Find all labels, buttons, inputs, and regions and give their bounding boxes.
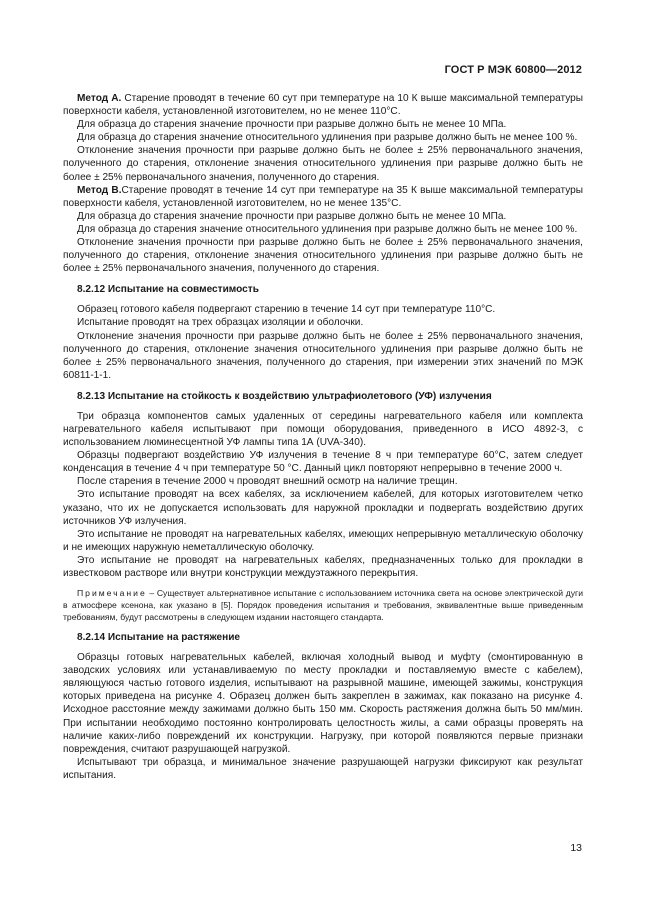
method-b-lead: Метод В. [77,184,122,196]
page-header: ГОСТ Р МЭК 60800—2012 [444,64,582,76]
method-a-text: Старение проводят в течение 60 сут при температуре на 10 К выше максимальной температуры поверхности кабеля, установленной изготовителем, но не менее 110°С. [63,93,583,118]
method-b-text: Старение проводят в течение 14 сут при температуре на 35 К выше максимальной температуры поверхности кабеля, установленной изготовителем, но не менее 135°С. [63,184,583,209]
paragraph: Три образца компонентов самых удаленных от середины нагревательного кабеля или комплекта нагревательного кабеля испытывают при помощи оборудования, приведенного в ИСО 4892-3, с использованием люминесцентной УФ лампы типа 1А (UVA-340). [63,410,583,449]
note-label: Примечание [77,588,147,599]
paragraph: Отклонение значения прочности при разрыве должно быть не более ± 25% первоначального значения, полученного до старения, отклонение значения относительного удлинения при разрыве должно быть не более ± 25% первоначального значения, полученного до старения. [63,237,583,275]
note [63,587,583,623]
page-number: 13 [570,842,582,854]
paragraph: После старения в течение 2000 ч проводят внешний осмотр на наличие трещин. [77,476,458,488]
paragraph: Для образца до старения значение прочности при разрыве должно быть не менее 10 МПа. [77,119,507,131]
method-a-paragraph [63,92,583,118]
paragraph: Это испытание не проводят на нагревательных кабелях, имеющих непрерывную металлическую оболочку и не имеющих наружную неметаллическую оболочку. [63,528,583,553]
page-content [63,92,583,782]
section-heading-8-2-12: 8.2.12 Испытание на совместимость [77,284,259,296]
method-a-lead: Метод А. [77,93,122,104]
paragraph: Для образца до старения значение относительного удлинения при разрыве должно быть не менее 100 %. [77,132,578,144]
section-heading-8-2-14: 8.2.14 Испытание на растяжение [77,632,241,644]
paragraph: Испытывают три образца, и минимальное значение разрушающей нагрузки фиксируют как результат испытания. [63,756,583,781]
paragraph: Отклонение значения прочности при разрыве должно быть не более ± 25% первоначального значения, полученного до старения, отклонение значения относительного удлинения при разрыве должно быть не более ± 25% первоначального значения, полученного до старения, при измерении этих значений по МЭК 60811-1-1. [63,330,583,381]
paragraph: Отклонение значения прочности при разрыве должно быть не более ± 25% первоначального значения, полученного до старения, отклонение значения относительного удлинения при разрыве должно быть не более ± 25% первоначального значения, полученного до старения. [63,145,583,183]
paragraph: Для образца до старения значение прочности при разрыве должно быть не менее 10 МПа. [77,210,507,222]
section-heading-8-2-13: 8.2.13 Испытание на стойкость к воздействию ультрафиолетового (УФ) излучения [77,390,492,402]
paragraph: Образцы готовых нагревательных кабелей, включая холодный вывод и муфту (смонтированную в заводских условиях или устанавливаемую по месту прокладки и поставляемую вместе с кабелем), являющуюся частью готового изделия, испытывают на разрывной машине, имеющей зажимы, конструкция которых приведена на рисунке 4. Образец должен быть закреплен в зажимах, как показано на рисунке 4. Исходное расстояние между зажимами должно быть 150 мм. Скорость растяжения должна быть 50 мм/мин. При испытании необходимо постоянно контролировать целостность жилы, а сами образцы проверять на наличие каких-либо повреждений их конструкции. Нагрузку, при которой появляются первые признаки повреждения, считают разрушающей нагрузкой. [63,652,583,755]
method-b-paragraph [63,184,583,210]
paragraph: Испытание проводят на трех образцах изоляции и оболочки. [77,317,364,329]
paragraph: Образцы подвергают воздействию УФ излучения в течение 8 ч при температуре 60°С, затем следует конденсация в течение 4 ч при температуре 50 °С. Данный цикл повторяют непрерывно в течение 2000 ч. [63,450,583,475]
note-text: – Существует альтернативное испытание с использованием источника света на основе электрической дуги в атмосфере ксенона, как указано в [5]. Порядок проведения испытания и требования, эквивалентные выше приведенным требованиям, будут рассмотрены в следующем издании настоящего стандарта. [63,588,583,623]
paragraph: Это испытание проводят на всех кабелях, за исключением кабелей, для которых изготовителем четко указано, что их не допускается использовать для наружной прокладки и подвергать воздействию других источников УФ излучения. [63,489,583,527]
paragraph: Для образца до старения значение относительного удлинения при разрыве должно быть не менее 100 %. [77,223,578,235]
paragraph: Образец готового кабеля подвергают старению в течение 14 сут при температуре 110°С. [77,304,496,316]
paragraph: Это испытание не проводят на нагревательных кабелях, предназначенных только для прокладки в известковом растворе или внутри конструкции междуэтажного перекрытия. [63,554,583,579]
